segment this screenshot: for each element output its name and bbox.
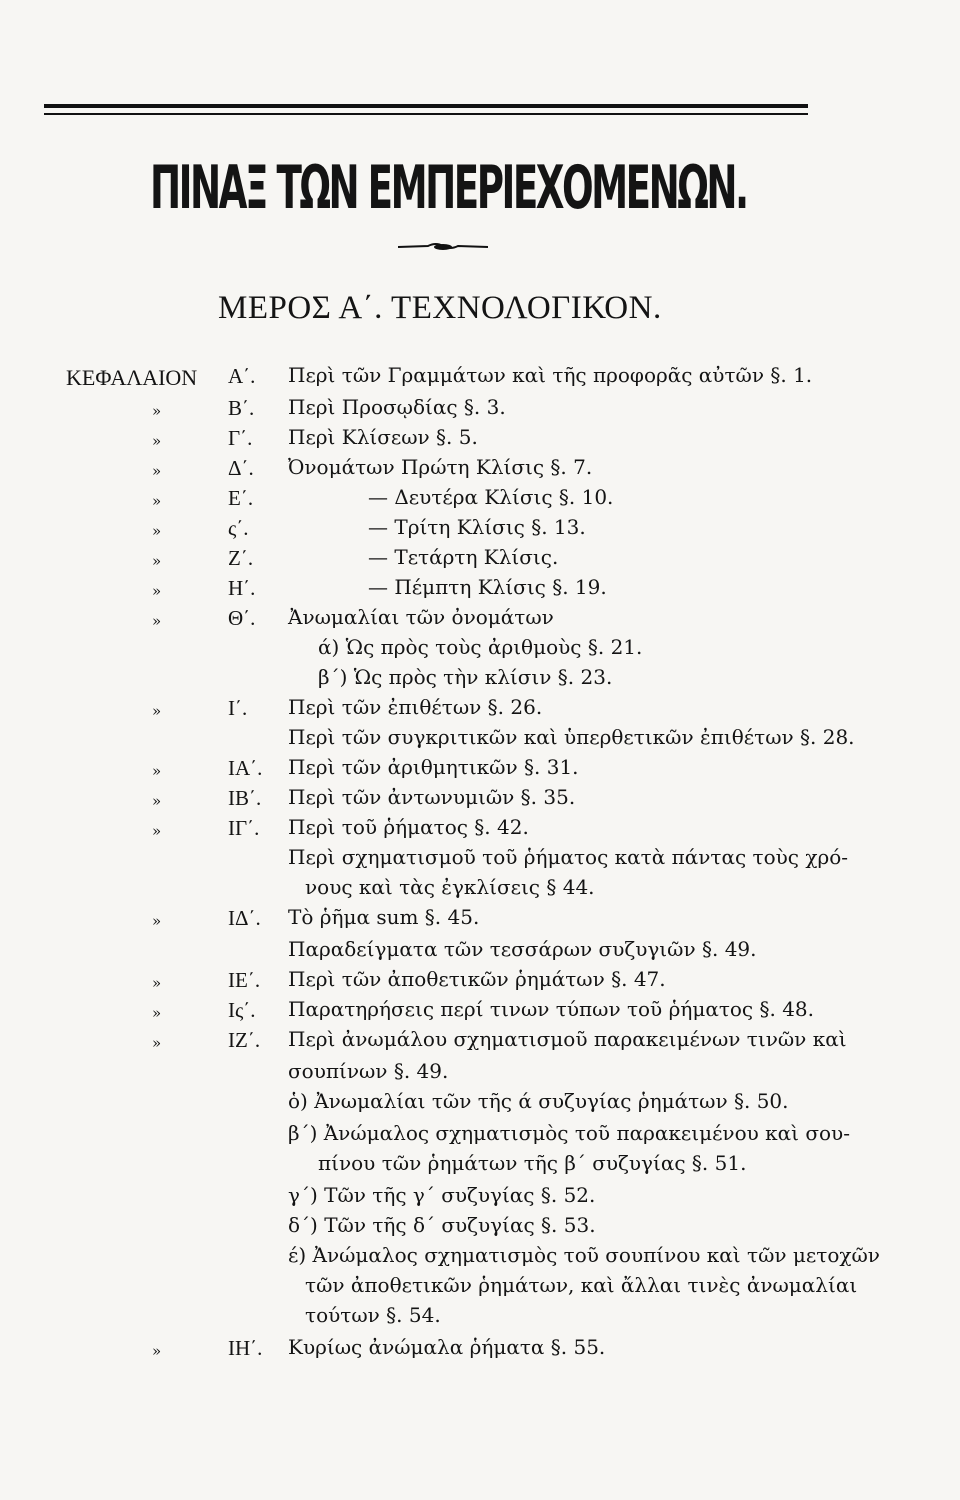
ditto-mark: » xyxy=(152,762,162,780)
ditto-mark: » xyxy=(152,522,162,540)
ditto-mark: » xyxy=(152,1034,162,1052)
toc-entry-text: β΄) Ἀνώμαλος σχηματισμὸς τοῦ παρακειμένου καὶ σου- xyxy=(288,1121,850,1145)
chapter-number: Β΄. xyxy=(228,396,255,420)
chapter-number: ΙΗ΄. xyxy=(228,1336,263,1360)
chapter-number: ΙΖ΄. xyxy=(228,1028,261,1052)
toc-entry-text: Περὶ Προσῳδίας §. 3. xyxy=(288,395,506,419)
ditto-mark: » xyxy=(152,702,162,720)
chapter-number: Α΄. xyxy=(228,364,256,388)
ditto-mark: » xyxy=(152,822,162,840)
ditto-mark: » xyxy=(152,492,162,510)
chapter-number: Ζ΄. xyxy=(228,546,254,570)
chapter-label: ΚΕΦΑΛΑΙΟΝ xyxy=(66,365,198,390)
chapter-number: ΙΔ΄. xyxy=(228,906,261,930)
chapter-number: Ι΄. xyxy=(228,696,248,720)
toc-entry-text: — Τετάρτη Κλίσις. xyxy=(368,545,559,569)
toc-entry-text: Παρατηρήσεις περί τινων τύπων τοῦ ῥήματος §. 48. xyxy=(288,997,815,1021)
ditto-mark: » xyxy=(152,612,162,630)
toc-entry-text: ά) Ὡς πρὸς τοὺς ἀριθμοὺς §. 21. xyxy=(318,635,643,659)
toc-entry-text: Ἀνωμαλίαι τῶν ὀνομάτων xyxy=(288,605,554,629)
toc-entry-text: δ΄) Τῶν τῆς δ΄ συζυγίας §. 53. xyxy=(288,1213,596,1237)
ditto-mark: » xyxy=(152,912,162,930)
toc-entry-text: Περὶ τῶν συγκριτικῶν καὶ ὑπερθετικῶν ἐπιθέτων §. 28. xyxy=(288,725,855,749)
toc-entry-text: έ) Ἀνώμαλος σχηματισμὸς τοῦ σουπίνου καὶ τῶν μετοχῶν xyxy=(288,1243,880,1267)
toc-entry-text: γ΄) Τῶν τῆς γ΄ συζυγίας §. 52. xyxy=(288,1183,596,1207)
ditto-mark: » xyxy=(152,582,162,600)
top-rule-thick xyxy=(44,104,808,108)
chapter-number: ς΄. xyxy=(228,516,249,540)
toc-entry-text: σουπίνων §. 49. xyxy=(288,1059,449,1083)
ditto-mark: » xyxy=(152,792,162,810)
ditto-mark: » xyxy=(152,974,162,992)
top-rule-thin xyxy=(44,113,808,115)
chapter-number: Θ΄. xyxy=(228,606,256,630)
toc-entry-text: Παραδείγματα τῶν τεσσάρων συζυγιῶν §. 49. xyxy=(288,937,757,961)
toc-entry-text: Περὶ σχηματισμοῦ τοῦ ῥήματος κατὰ πάντας τοὺς χρό- xyxy=(288,845,849,869)
chapter-number: ΙΕ΄. xyxy=(228,968,261,992)
part-heading: ΜΕΡΟΣ Α΄. ΤΕΧΝΟΛΟΓΙΚΟΝ. xyxy=(218,290,662,326)
ditto-mark: » xyxy=(152,1004,162,1022)
chapter-number: ΙΒ΄. xyxy=(228,786,262,810)
chapter-number: Ις΄. xyxy=(228,998,256,1022)
chapter-number: Ε΄. xyxy=(228,486,254,510)
toc-entry-text: Περὶ ἀνωμάλου σχηματισμοῦ παρακειμένων τινῶν καὶ xyxy=(288,1027,847,1051)
toc-entry-text: — Πέμπτη Κλίσις §. 19. xyxy=(368,575,607,599)
toc-entry-text: Περὶ τῶν ἀριθμητικῶν §. 31. xyxy=(288,755,579,779)
ditto-mark: » xyxy=(152,402,162,420)
ditto-mark: » xyxy=(152,462,162,480)
toc-entry-text: τῶν ἀποθετικῶν ῥημάτων, καὶ ἄλλαι τινὲς ἀνωμαλίαι xyxy=(305,1273,858,1297)
toc-entry-text: Περὶ τῶν ἐπιθέτων §. 26. xyxy=(288,695,543,719)
chapter-number: ΙΑ΄. xyxy=(228,756,263,780)
chapter-number: Γ΄. xyxy=(228,426,253,450)
toc-entry-text: τούτων §. 54. xyxy=(305,1303,441,1327)
toc-entry-text: ὁ) Ἀνωμαλίαι τῶν τῆς ά συζυγίας ῥημάτων §. 50. xyxy=(288,1089,789,1113)
chapter-number: Δ΄. xyxy=(228,456,254,480)
toc-entry-text: — Δευτέρα Κλίσις §. 10. xyxy=(368,485,614,509)
toc-entry-text: νους καὶ τὰς ἐγκλίσεις § 44. xyxy=(305,875,595,899)
toc-entry-text: Περὶ Κλίσεων §. 5. xyxy=(288,425,478,449)
chapter-number: ΙΓ΄. xyxy=(228,816,260,840)
toc-entry-text: πίνου τῶν ῥημάτων τῆς β΄ συζυγίας §. 51. xyxy=(318,1151,747,1175)
toc-entry-text: Ὀνομάτων Πρώτη Κλίσις §. 7. xyxy=(288,455,593,479)
chapter-number: Η΄. xyxy=(228,576,256,600)
ditto-mark: » xyxy=(152,1342,162,1360)
page-title: ΠΙΝΑΞ ΤΩΝ ΕΜΠΕΡΙΕΧΟΜΕΝΩΝ. xyxy=(150,153,747,223)
toc-entry-text: β΄) Ὡς πρὸς τὴν κλίσιν §. 23. xyxy=(318,665,613,689)
toc-entry-text: Περὶ τοῦ ῥήματος §. 42. xyxy=(288,815,529,839)
ditto-mark: » xyxy=(152,552,162,570)
toc-entry-text: Περὶ τῶν ἀντωνυμιῶν §. 35. xyxy=(288,785,576,809)
toc-entry-text: — Τρίτη Κλίσις §. 13. xyxy=(368,515,586,539)
toc-entry-text: Περὶ τῶν ἀποθετικῶν ῥημάτων §. 47. xyxy=(288,967,666,991)
toc-entry-text: Κυρίως ἀνώμαλα ῥήματα §. 55. xyxy=(288,1335,606,1359)
toc-entry-text: Περὶ τῶν Γραμμάτων καὶ τῆς προφορᾶς αὐτῶν §. 1. xyxy=(288,363,813,387)
ditto-mark: » xyxy=(152,432,162,450)
toc-entry-text: Τὸ ῥῆμα sum §. 45. xyxy=(288,905,480,929)
ornament-flourish xyxy=(398,240,488,254)
